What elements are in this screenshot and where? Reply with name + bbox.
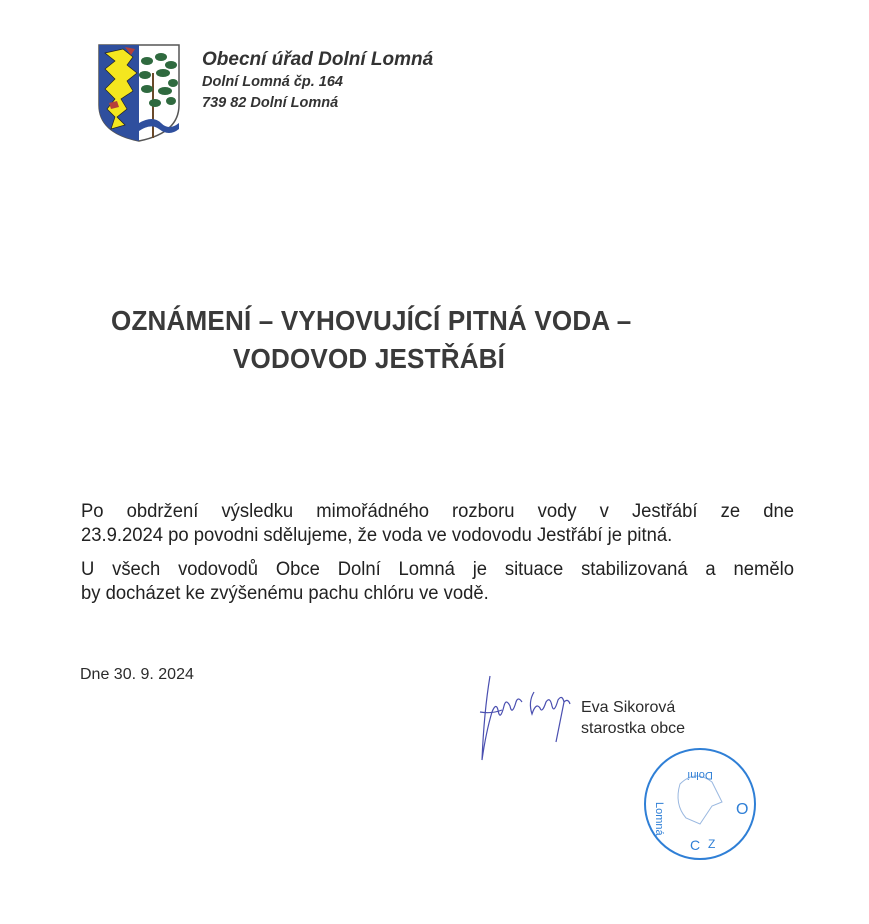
signature-icon xyxy=(472,672,582,767)
office-name: Obecní úřad Dolní Lomná xyxy=(202,49,434,70)
svg-text:C: C xyxy=(690,837,701,853)
svg-text:Lomná: Lomná xyxy=(653,802,665,836)
announcement-body xyxy=(81,500,794,616)
svg-text:Dolní: Dolní xyxy=(687,769,713,781)
paragraph-1 xyxy=(81,500,794,548)
paragraph-2-line-1: U všech vodovodů Obce Dolní Lomná je situace stabilizovaná a nemělo xyxy=(81,559,794,580)
signatory-block xyxy=(581,697,685,739)
signatory-role: starostka obce xyxy=(581,720,686,737)
paragraph-2-line-2: by docházet ke zvýšenému pachu chlóru ve vodě. xyxy=(81,583,489,604)
signatory-name: Eva Sikorová xyxy=(581,699,676,716)
title-line-2: VODOVOD JESTŘÁBÍ xyxy=(233,343,506,374)
paragraph-1-line-1: Po obdržení výsledku mimořádného rozboru vody v Jestřábí ze dne xyxy=(81,501,794,522)
document-date: Dne 30. 9. 2024 xyxy=(80,666,194,683)
svg-text:O: O xyxy=(736,801,749,818)
address-line-1: Dolní Lomná čp. 164 xyxy=(202,74,343,90)
official-stamp-icon xyxy=(640,744,760,864)
title-line-1: OZNÁMENÍ – VYHOVUJÍCÍ PITNÁ VODA – xyxy=(111,305,632,336)
coat-of-arms-icon xyxy=(97,43,181,143)
address-line-2: 739 82 Dolní Lomná xyxy=(202,95,339,111)
paragraph-2 xyxy=(81,558,794,606)
letterhead xyxy=(202,48,433,114)
svg-text:Z: Z xyxy=(708,837,716,851)
paragraph-1-line-2: 23.9.2024 po povodni sdělujeme, že voda ve vodovodu Jestřábí je pitná. xyxy=(81,525,673,546)
